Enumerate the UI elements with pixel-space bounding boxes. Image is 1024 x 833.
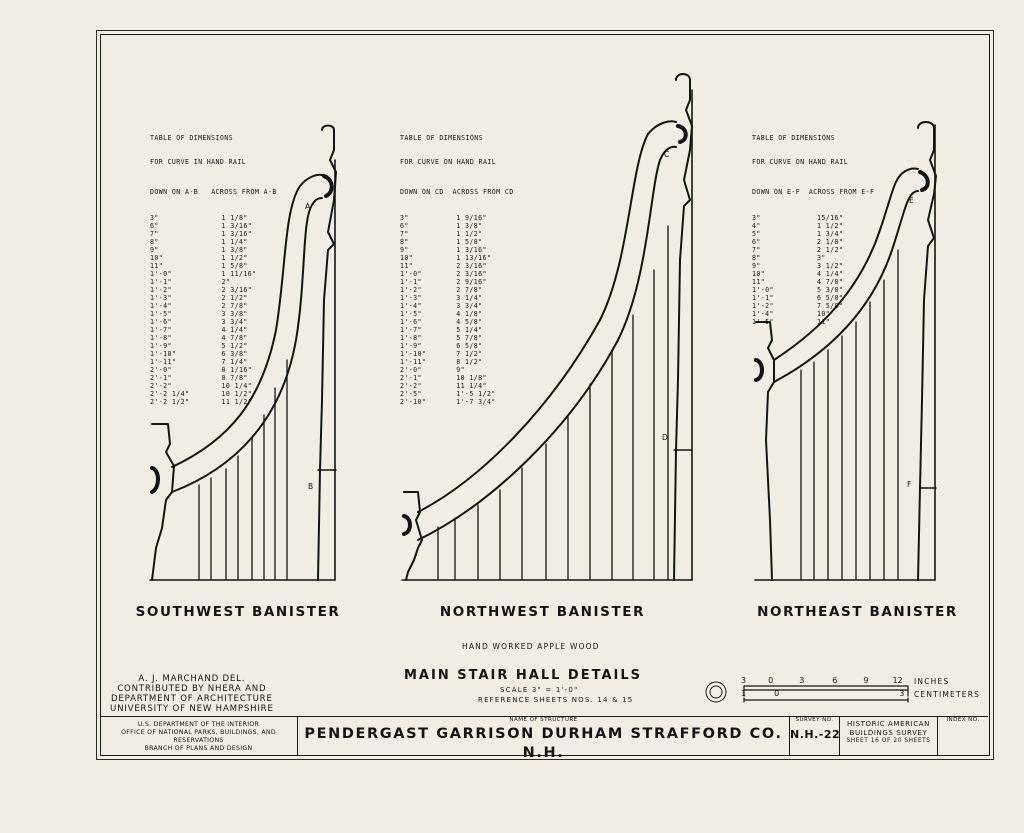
table-cell-down: 1'-2" <box>400 286 422 294</box>
table-cell-across: 4 1/8" <box>456 310 483 318</box>
table-cell-across: 10 1/2" <box>221 390 253 398</box>
table-cell-down: 2'-0" <box>400 366 422 374</box>
table-cell-down: 6" <box>752 238 761 246</box>
table-cell-across: 15/16" <box>817 214 844 222</box>
table-cell-down: 1'-8" <box>400 334 422 342</box>
table-cell-across: 1 3/16" <box>221 222 253 230</box>
table-cell-down: 3" <box>752 214 761 222</box>
habs-line: BUILDINGS SURVEY <box>849 728 928 737</box>
northwest-banister-label: NORTHWEST BANISTER <box>439 604 646 620</box>
table-cell-across: 1 3/16" <box>221 230 253 238</box>
table-cell-across: 3 1/2" <box>817 262 844 270</box>
mark-c: C <box>664 150 671 159</box>
sheet-number: SHEET 16 OF 20 SHEETS <box>846 738 931 744</box>
table-cell-down: 7" <box>150 230 159 238</box>
tick: 3 <box>799 676 805 685</box>
table-cell-down: 5" <box>752 230 761 238</box>
table-cell-down: 7" <box>400 230 409 238</box>
table-cell-across: 3 1/4" <box>456 294 483 302</box>
dimension-table-northeast <box>752 118 874 342</box>
table-subtitle: FOR CURVE ON HAND RAIL <box>400 158 497 166</box>
table-cell-across: 7 1/4" <box>221 358 248 366</box>
table-cell-across: 7 1/2" <box>456 350 483 358</box>
table-cell-down: 9" <box>752 262 761 270</box>
table-cell-down: 1'-3" <box>150 294 172 302</box>
table-cell-across: 8 1/2" <box>456 358 483 366</box>
table-cell-down: 1'-5" <box>400 310 422 318</box>
table-cell-down: 2'-2 1/4" <box>150 390 190 398</box>
table-cell-across: 10 1/8" <box>456 374 487 382</box>
table-cell-down: 1'-11" <box>150 358 177 366</box>
table-cell-down: 1'-6" <box>400 318 422 326</box>
mark-e: E <box>909 196 915 205</box>
tick: 3 <box>741 676 747 685</box>
table-cell-across: 1 3/8" <box>221 246 248 254</box>
table-cell-across: 6 5/8" <box>456 342 483 350</box>
table-cell-down: 1'-2" <box>752 302 774 310</box>
table-cell-across: 5 1/2" <box>221 342 248 350</box>
habs-line: HISTORIC AMERICAN <box>847 720 930 728</box>
table-rows <box>400 214 514 406</box>
table-cell-down: 11" <box>150 262 164 270</box>
table-cell-down: 6" <box>400 222 409 230</box>
table-cell-down: 2'-2" <box>400 382 422 390</box>
table-cell-down: 1'-4" <box>400 302 422 310</box>
table-cell-down: 7" <box>752 246 761 254</box>
table-cell-down: 1'-11" <box>400 358 427 366</box>
table-cell-down: 1'-0" <box>752 286 774 294</box>
table-cell-down: 10" <box>400 254 414 262</box>
table-cell-across: 2" <box>221 278 231 286</box>
table-column-heads <box>400 188 514 196</box>
table-cell-across: 2 3/16" <box>221 286 253 294</box>
table-cell-down: 2'-1" <box>400 374 422 382</box>
table-column-heads <box>752 188 874 196</box>
title-block-index <box>938 717 988 755</box>
tick: 12 <box>892 676 903 685</box>
col-down: DOWN ON A-B <box>150 188 199 196</box>
table-cell-down: 1'-9" <box>150 342 172 350</box>
table-cell-down: 1'-5" <box>752 318 774 326</box>
sheet-title: MAIN STAIR HALL DETAILS <box>404 668 643 683</box>
table-cell-across: 4 7/8" <box>817 278 844 286</box>
structure-name: PENDERGAST GARRISON DURHAM STRAFFORD CO. N.H. <box>304 726 783 761</box>
table-cell-across: 2 3/16" <box>456 262 487 270</box>
table-cell-down: 1'-4" <box>752 310 774 318</box>
mark-f: F <box>907 480 913 489</box>
title-block <box>100 716 988 761</box>
table-cell-across: 1 3/16" <box>456 246 487 254</box>
table-cell-down: 1'-3" <box>400 294 422 302</box>
table-cell-down: 1'-2" <box>150 286 172 294</box>
table-cell-across: 4 1/4" <box>221 326 248 334</box>
mark-d: D <box>662 433 669 442</box>
table-cell-across: 1 9/16" <box>456 214 487 222</box>
table-cell-down: 10" <box>150 254 164 262</box>
table-rows <box>752 214 874 326</box>
table-cell-down: 2'-5" <box>400 390 422 398</box>
table-title: TABLE OF DIMENSIONS <box>400 134 484 142</box>
table-subtitle: FOR CURVE ON HAND RAIL <box>752 158 849 166</box>
table-cell-down: 3" <box>150 214 159 222</box>
table-cell-across: 10" <box>817 310 831 318</box>
table-cell-across: 8 1/16" <box>221 366 253 374</box>
table-cell-across: 1 5/8" <box>221 262 248 270</box>
table-cell-down: 2'-2" <box>150 382 172 390</box>
table-cell-across: 11 1/4" <box>456 382 487 390</box>
table-cell-across: 2 1/2" <box>817 246 844 254</box>
reference-note: REFERENCE SHEETS NOS. 14 & 15 <box>478 696 634 704</box>
table-cell-down: 9" <box>400 246 409 254</box>
table-cell-across: 1 1/2" <box>456 230 483 238</box>
index-caption: INDEX NO. <box>946 717 980 723</box>
tick: 1 <box>741 689 747 698</box>
col-down: DOWN ON CD <box>400 188 444 196</box>
table-cell-across: 11" <box>817 318 831 326</box>
credit-line: UNIVERSITY OF NEW HAMPSHIRE <box>110 704 274 714</box>
title-block-department <box>100 717 298 755</box>
table-cell-across: 1 5/8" <box>456 238 483 246</box>
title-block-habs <box>840 717 938 755</box>
credit-line: CONTRIBUTED BY NHERA AND <box>117 684 267 694</box>
table-cell-across: 1'-7 3/4" <box>456 398 496 406</box>
table-title: TABLE OF DIMENSIONS <box>150 134 234 142</box>
table-cell-across: 5 1/4" <box>456 326 483 334</box>
name-caption: NAME OF STRUCTURE <box>509 717 578 723</box>
scale-bar-cm-ticks <box>741 689 904 698</box>
table-cell-across: 3 3/8" <box>221 310 248 318</box>
scale-cm-label: CENTIMETERS <box>914 690 981 699</box>
table-cell-across: 1 3/8" <box>456 222 483 230</box>
mark-a: A <box>305 202 312 211</box>
table-cell-across: 2 1/2" <box>221 294 248 302</box>
table-cell-down: 1'-1" <box>752 294 774 302</box>
table-cell-across: 3 3/4" <box>456 302 483 310</box>
table-cell-down: 2'-0" <box>150 366 172 374</box>
tick: 9 <box>863 676 869 685</box>
table-cell-across: 1 1/2" <box>221 254 248 262</box>
table-cell-down: 10" <box>752 270 766 278</box>
table-cell-down: 4" <box>752 222 761 230</box>
mark-b: B <box>308 482 315 491</box>
table-cell-down: 1'-10" <box>150 350 177 358</box>
table-cell-down: 1'-9" <box>400 342 422 350</box>
northeast-banister-label: NORTHEAST BANISTER <box>757 604 958 620</box>
table-cell-across: 1'-5 1/2" <box>456 390 496 398</box>
tick: 3 <box>899 689 905 698</box>
table-cell-across: 1 1/4" <box>221 238 248 246</box>
table-cell-down: 1'-10" <box>400 350 427 358</box>
material-note: HAND WORKED APPLE WOOD <box>462 642 600 651</box>
table-cell-down: 6" <box>150 222 159 230</box>
table-cell-across: 2 7/8" <box>221 302 248 310</box>
tick: 0 <box>768 676 774 685</box>
col-across: ACROSS FROM A-B <box>211 188 277 196</box>
table-cell-down: 1'-5" <box>150 310 172 318</box>
table-cell-down: 1'-8" <box>150 334 172 342</box>
table-title: TABLE OF DIMENSIONS <box>752 134 836 142</box>
table-cell-across: 1 1/2" <box>817 222 844 230</box>
table-cell-across: 4 5/8" <box>456 318 483 326</box>
table-cell-across: 6 3/8" <box>221 350 248 358</box>
col-down: DOWN ON E-F <box>752 188 801 196</box>
tick: 6 <box>832 676 838 685</box>
table-cell-down: 1'-6" <box>150 318 172 326</box>
table-cell-down: 1'-1" <box>400 278 422 286</box>
table-cell-down: 1'-4" <box>150 302 172 310</box>
table-cell-down: 1'-0" <box>400 270 422 278</box>
table-cell-across: 7 5/8" <box>817 302 844 310</box>
table-cell-down: 11" <box>400 262 414 270</box>
table-cell-across: 1 3/4" <box>817 230 844 238</box>
tick: 0 <box>774 689 780 698</box>
table-cell-across: 6 5/8" <box>817 294 844 302</box>
table-column-heads <box>150 188 277 196</box>
table-cell-down: 8" <box>400 238 409 246</box>
table-rows <box>150 214 277 406</box>
table-cell-across: 2 7/8" <box>456 286 483 294</box>
table-cell-across: 4 1/4" <box>817 270 844 278</box>
table-cell-down: 8" <box>752 254 761 262</box>
table-cell-across: 2 9/16" <box>456 278 487 286</box>
table-cell-across: 11 1/2" <box>221 398 253 406</box>
survey-seal <box>706 682 726 702</box>
table-cell-down: 1'-7" <box>400 326 422 334</box>
table-cell-down: 2'-10" <box>400 398 427 406</box>
dept-line: OFFICE OF NATIONAL PARKS, BUILDINGS, AND RESERVATIONS <box>121 729 276 744</box>
table-cell-down: 1'-7" <box>150 326 172 334</box>
table-cell-across: 4 7/8" <box>221 334 248 342</box>
scale-inches-label: INCHES <box>914 677 950 686</box>
credit-line: A. J. MARCHAND DEL. <box>138 674 246 684</box>
table-cell-across: 1 13/16" <box>456 254 492 262</box>
scale-bar-inch-ticks <box>741 676 903 685</box>
table-cell-across: 1 11/16" <box>221 270 257 278</box>
dimension-table-northwest <box>400 118 514 422</box>
table-cell-down: 8" <box>150 238 159 246</box>
col-across: ACROSS FROM E-F <box>808 188 875 196</box>
title-block-survey <box>790 717 840 755</box>
col-across: ACROSS FROM CD <box>452 188 514 196</box>
survey-caption: SURVEY NO. <box>795 717 834 723</box>
table-cell-across: 5 3/8" <box>817 286 844 294</box>
scale-note: SCALE 3" = 1'-0" <box>500 686 579 694</box>
table-cell-across: 10 1/4" <box>221 382 253 390</box>
table-cell-down: 9" <box>150 246 159 254</box>
table-cell-across: 3" <box>817 254 826 262</box>
table-cell-down: 2'-1" <box>150 374 172 382</box>
table-cell-across: 5 7/8" <box>456 334 483 342</box>
table-cell-down: 1'-1" <box>150 278 172 286</box>
dept-line: U.S. DEPARTMENT OF THE INTERIOR <box>137 721 260 728</box>
table-cell-across: 3 3/4" <box>221 318 248 326</box>
title-block-structure <box>298 717 790 761</box>
drafter-credits <box>110 674 274 714</box>
dimension-table-southwest <box>150 118 277 422</box>
table-subtitle: FOR CURVE IN HAND RAIL <box>150 158 247 166</box>
table-cell-across: 2 3/16" <box>456 270 487 278</box>
table-cell-across: 8 7/8" <box>221 374 248 382</box>
table-cell-down: 11" <box>752 278 766 286</box>
southwest-banister-label: SOUTHWEST BANISTER <box>135 604 341 620</box>
table-cell-across: 1 1/8" <box>221 214 248 222</box>
table-cell-down: 1'-0" <box>150 270 172 278</box>
table-cell-down: 3" <box>400 214 409 222</box>
table-cell-across: 9" <box>456 366 466 374</box>
credit-line: DEPARTMENT OF ARCHITECTURE <box>110 694 273 704</box>
survey-number: N.H.-22 <box>790 728 841 741</box>
table-cell-across: 2 1/8" <box>817 238 844 246</box>
table-cell-down: 2'-2 1/2" <box>150 398 190 406</box>
dept-line: BRANCH OF PLANS AND DESIGN <box>144 745 253 752</box>
